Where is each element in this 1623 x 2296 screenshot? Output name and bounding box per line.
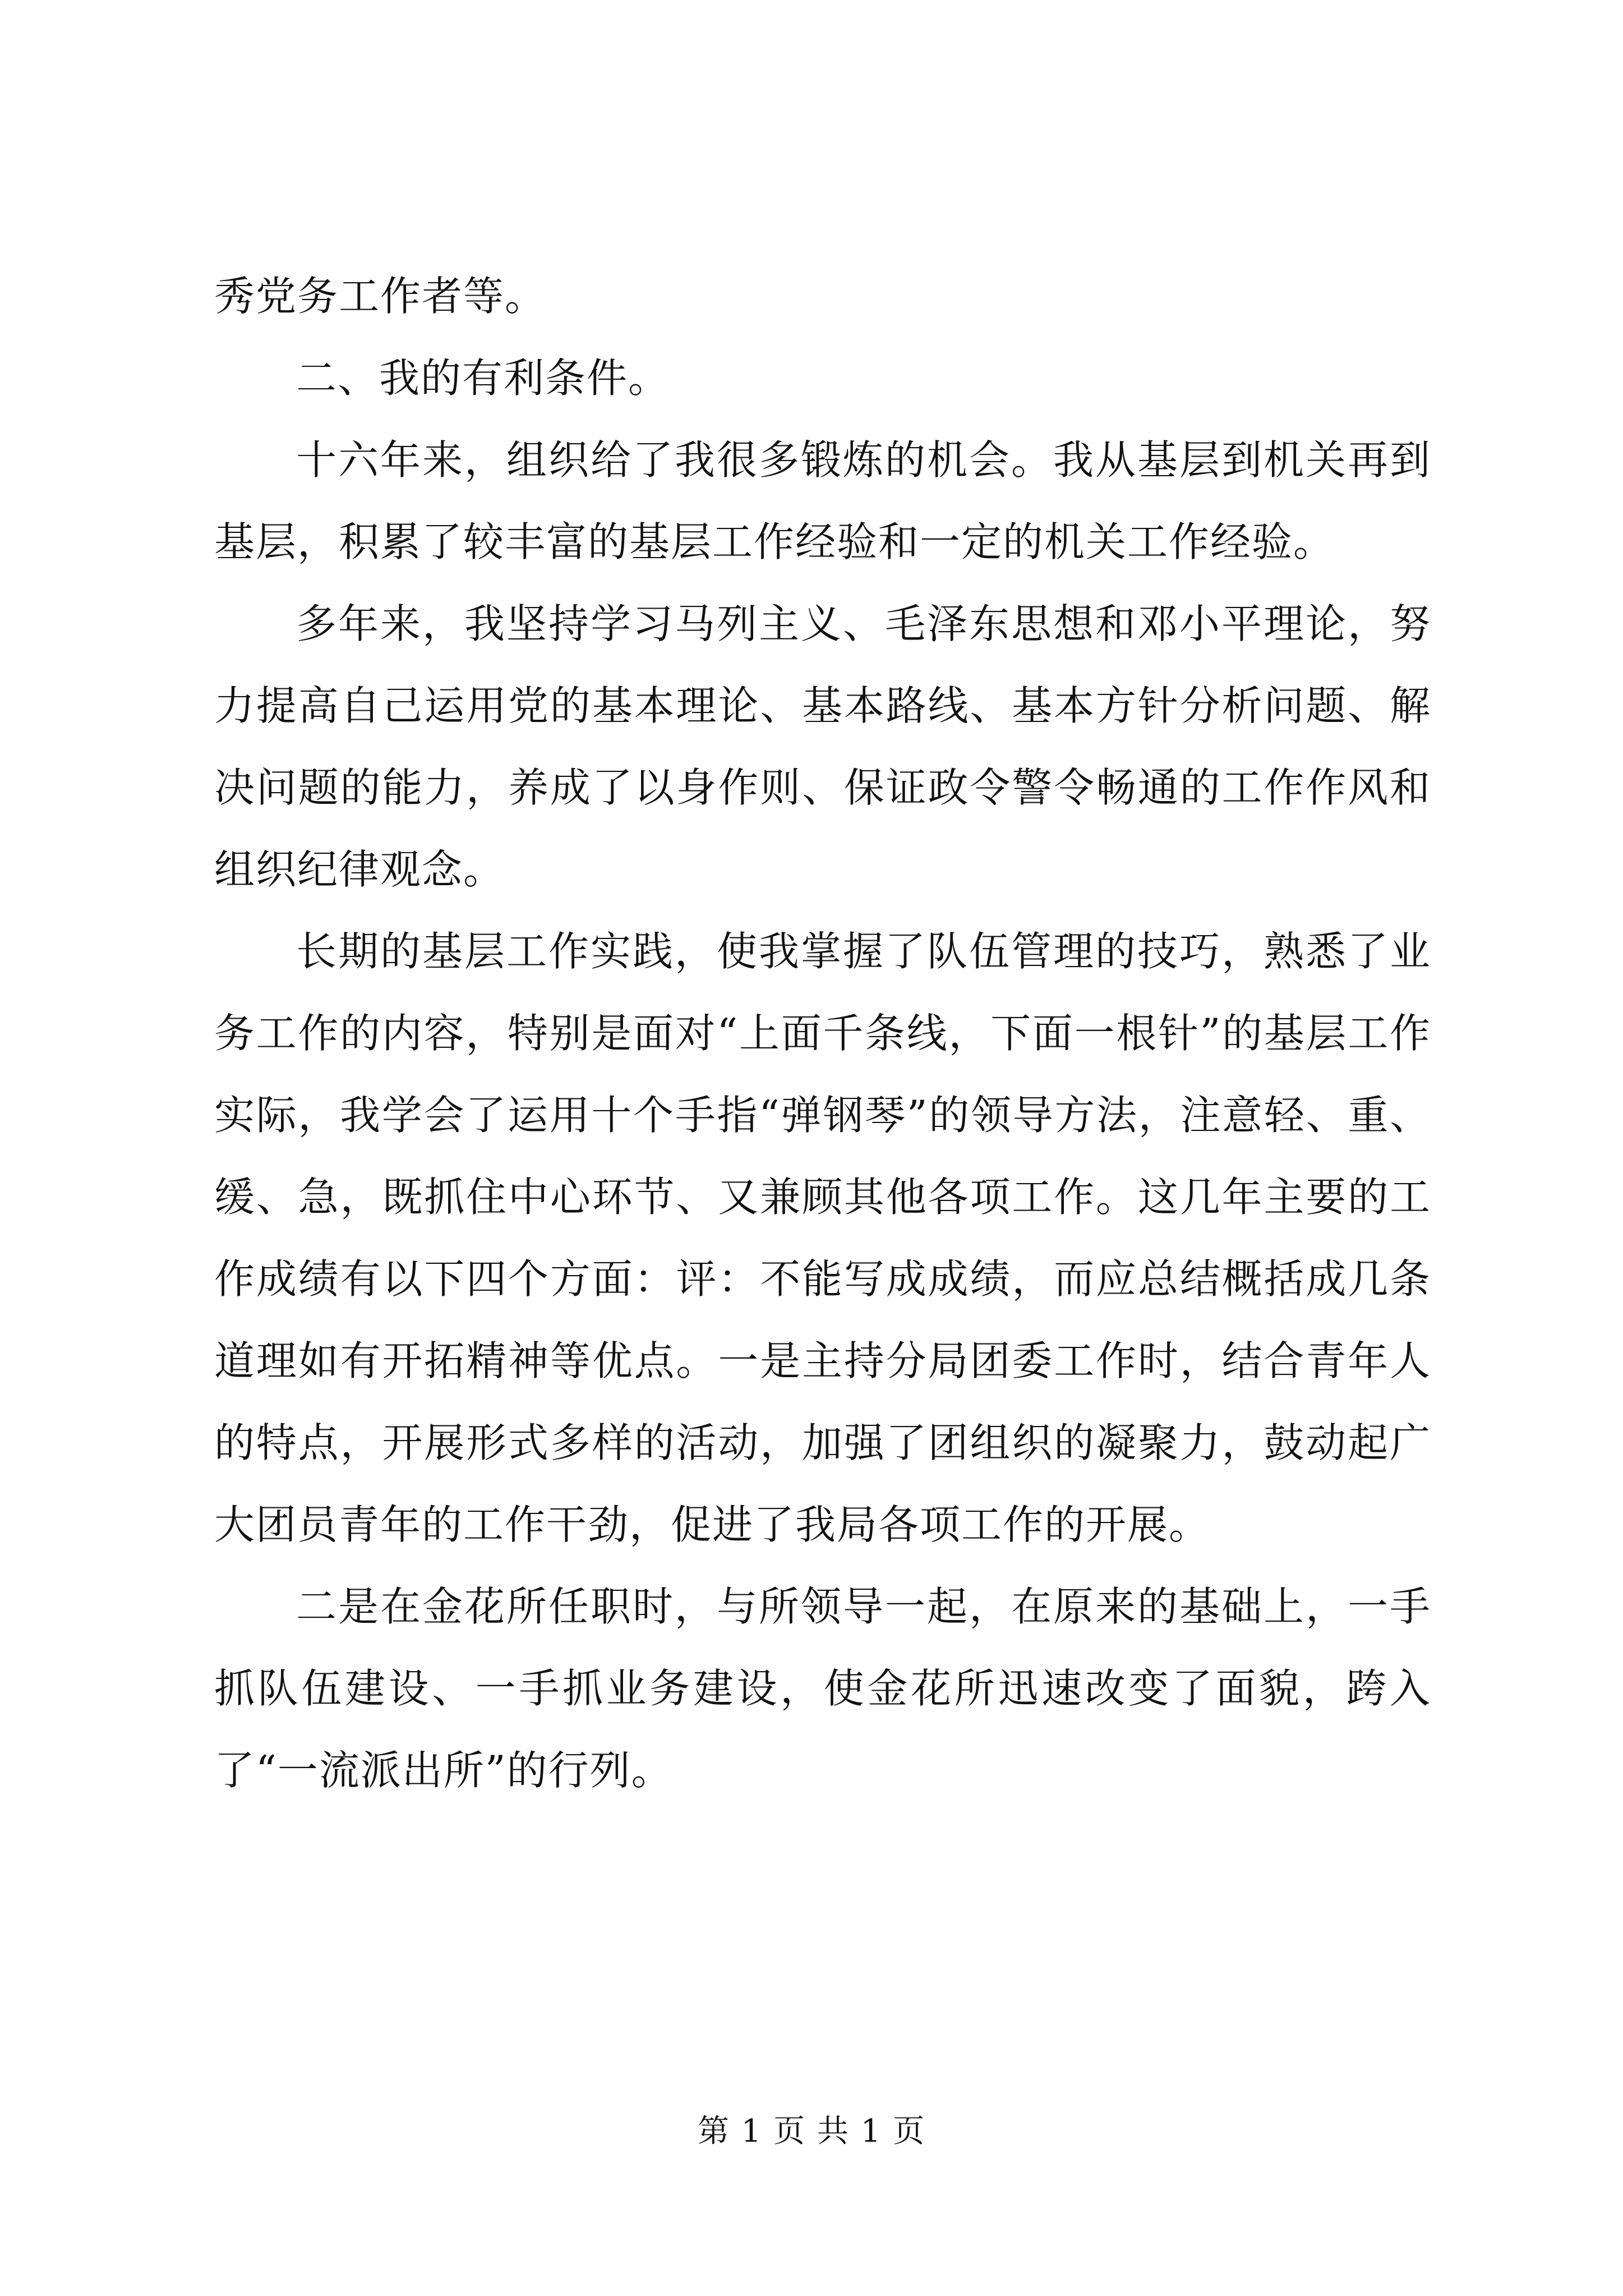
paragraph-4: 多年来，我坚持学习马列主义、毛泽东思想和邓小平理论，努力提高自己运用党的基本理论、基本路线、基本方针分析问题、解决问题的能力，养成了以身作则、保证政令警令畅通的工作作风和组织纪律观念。 [214,600,1431,893]
paragraph-1: 秀党务工作者等。 [214,273,547,320]
page-footer: 第 1 页 共 1 页 [697,2113,926,2150]
paragraph-2-heading: 二、我的有利条件。 [296,355,670,402]
document-body [214,255,1431,1811]
paragraph-6: 二是在金花所任职时，与所领导一起，在原来的基础上，一手抓队伍建设、一手抓业务建设，使金花所迅速改变了面貌，跨入了“一流派出所”的行列。 [214,1583,1431,1794]
paragraph-3: 十六年来，组织给了我很多锻炼的机会。我从基层到机关再到基层，积累了较丰富的基层工作经验和一定的机关工作经验。 [214,436,1431,565]
paragraph-5: 长期的基层工作实践，使我掌握了队伍管理的技巧，熟悉了业务工作的内容，特别是面对“上面千条线，下面一根针”的基层工作实际，我学会了运用十个手指“弹钢琴”的领导方法，注意轻、重、缓、急，既抓住中心环节、又兼顾其他各项工作。这几年主要的工作成绩有以下四个方面：评：不能写成成绩，而应总结概括成几条道理如有开拓精神等优点。一是主持分局团委工作时，结合青年人的特点，开展形式多样的活动，加强了团组织的凝聚力，鼓动起广大团员青年的工作干劲，促进了我局各项工作的开展。 [214,928,1431,1548]
